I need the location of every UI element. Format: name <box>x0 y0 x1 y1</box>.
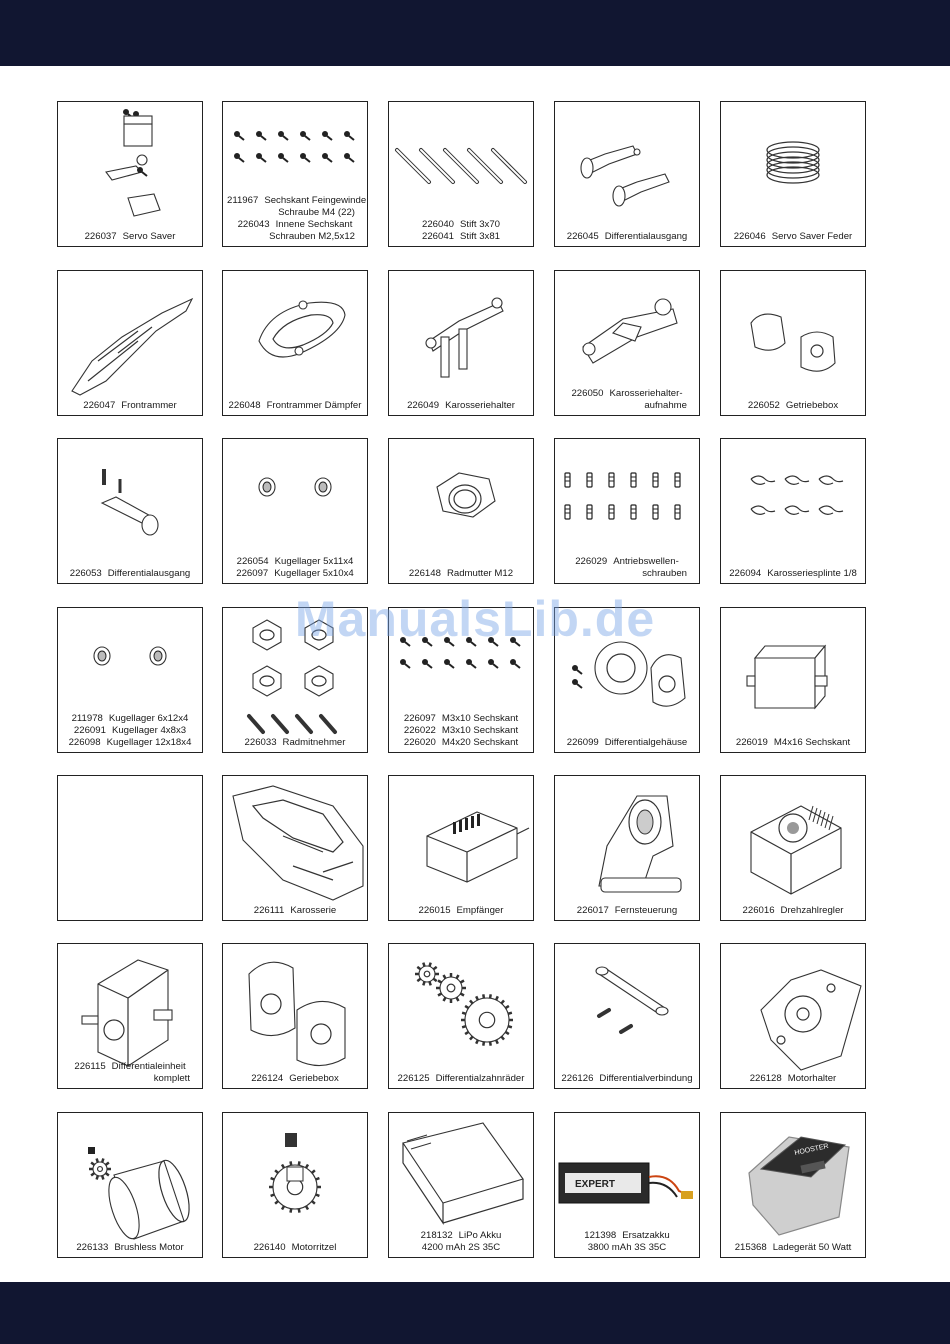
part-caption <box>559 388 695 412</box>
part-number: 121398 <box>584 1230 617 1241</box>
part-number: 226033 <box>244 737 277 748</box>
part-number: 226111 <box>253 905 285 916</box>
part-name: M4x20 Sechskant <box>441 737 519 748</box>
part-caption <box>227 905 363 917</box>
spring-icon <box>721 102 864 245</box>
part-number: 226020 <box>403 737 436 748</box>
part-cell <box>554 607 700 753</box>
part-line <box>62 713 198 725</box>
part-line <box>725 568 861 580</box>
part-name: Motorritzel <box>291 1242 337 1253</box>
part-line <box>227 905 363 917</box>
part-cell <box>57 270 203 416</box>
part-caption <box>559 556 695 580</box>
part-name: Empfänger <box>456 905 504 916</box>
part-line <box>559 737 695 749</box>
part-name: Kugellager 4x8x3 <box>111 725 187 736</box>
transmitter-icon <box>555 776 698 919</box>
part-cell <box>720 943 866 1089</box>
part-caption <box>227 737 363 749</box>
part-name: M3x10 Sechskant <box>441 725 519 736</box>
part-cell <box>57 438 203 584</box>
part-line <box>62 400 198 412</box>
part-number: 226019 <box>735 737 768 748</box>
part-line <box>393 713 529 725</box>
part-line <box>393 1230 529 1242</box>
part-line <box>393 725 529 737</box>
part-number: 226015 <box>418 905 451 916</box>
part-name: Fernsteuerung <box>614 905 678 916</box>
part-line <box>725 905 861 917</box>
part-caption <box>725 231 861 243</box>
part-cell <box>222 607 368 753</box>
part-line <box>559 1073 695 1085</box>
part-line <box>227 1073 363 1085</box>
front-bumper-icon <box>58 271 201 414</box>
part-caption <box>393 400 529 412</box>
part-line <box>393 905 529 917</box>
part-cell <box>720 1112 866 1258</box>
part-line <box>393 1073 529 1085</box>
part-name: Differentialausgang <box>107 568 191 579</box>
part-caption <box>559 905 695 917</box>
part-cell <box>554 270 700 416</box>
part-number: 226050 <box>571 388 604 399</box>
part-name-continued: Schraube M4 (22) <box>278 207 355 218</box>
part-number: 226037 <box>84 231 117 242</box>
wheel-hex-icon <box>223 608 366 751</box>
esc-icon <box>721 776 864 919</box>
part-cell <box>554 943 700 1089</box>
part-name: Sechskant Feingewinde <box>264 195 367 206</box>
part-line <box>559 231 695 243</box>
body-clips-icon <box>721 439 864 582</box>
part-number: 226048 <box>228 400 261 411</box>
part-number: 218132 <box>420 1230 453 1241</box>
part-cell <box>554 101 700 247</box>
part-name-continued: Schrauben M2,5x12 <box>269 231 355 242</box>
part-number: 226097 <box>403 713 436 724</box>
part-caption <box>62 568 198 580</box>
receiver-icon <box>389 776 532 919</box>
part-caption <box>559 1230 695 1254</box>
part-caption <box>227 1073 363 1085</box>
part-line <box>725 400 861 412</box>
part-number: 211967 <box>227 195 259 206</box>
part-cell <box>388 438 534 584</box>
diff-outdrive-icon <box>58 439 201 582</box>
part-line <box>62 1242 198 1254</box>
part-caption <box>62 1061 198 1085</box>
part-number: 226049 <box>407 400 440 411</box>
part-name: Stift 3x70 <box>460 219 500 230</box>
part-caption <box>62 713 198 749</box>
part-number: 226053 <box>69 568 102 579</box>
part-name: Radmitnehmer <box>282 737 346 748</box>
part-spec: 4200 mAh 2S 35C <box>421 1242 501 1253</box>
part-caption <box>227 195 367 243</box>
part-name-continued: schrauben <box>642 568 687 579</box>
part-cell <box>554 438 700 584</box>
part-name: Karosseriehalter- <box>609 388 683 399</box>
part-name: Ladegerät 50 Watt <box>772 1242 852 1253</box>
part-name: Servo Saver Feder <box>771 231 853 242</box>
watermark: ManualsLib.de <box>294 591 656 647</box>
part-line <box>393 400 529 412</box>
part-line <box>393 568 529 580</box>
part-line <box>725 737 861 749</box>
part-number: 226045 <box>566 231 599 242</box>
part-line <box>559 905 695 917</box>
part-number: 226017 <box>576 905 609 916</box>
part-number: 226047 <box>83 400 116 411</box>
part-number: 226125 <box>397 1073 430 1084</box>
part-number: 226097 <box>236 568 269 579</box>
brushless-motor-icon <box>58 1113 201 1256</box>
part-number: 226115 <box>74 1061 106 1072</box>
part-cell <box>222 775 368 921</box>
part-number: 226126 <box>561 1073 594 1084</box>
part-cell <box>388 1112 534 1258</box>
part-caption <box>393 568 529 580</box>
part-name: Brushless Motor <box>114 1242 184 1253</box>
part-name: Karosserie <box>290 905 337 916</box>
part-name: Kugellager 12x18x4 <box>106 737 192 748</box>
part-caption <box>725 400 861 412</box>
part-line <box>227 219 363 231</box>
part-number: 226040 <box>421 219 454 230</box>
part-number: 226052 <box>747 400 780 411</box>
part-number: 226148 <box>408 568 441 579</box>
part-line <box>227 568 363 580</box>
part-line <box>559 388 695 400</box>
part-line <box>62 231 198 243</box>
part-caption <box>227 1242 363 1254</box>
part-cell <box>57 1112 203 1258</box>
part-cell <box>388 607 534 753</box>
part-name: Differentialeinheit <box>111 1061 186 1072</box>
part-cell <box>222 270 368 416</box>
part-caption <box>62 400 198 412</box>
part-number: 226098 <box>68 737 101 748</box>
part-caption <box>227 400 363 412</box>
part-caption <box>393 713 529 749</box>
part-number: 226124 <box>251 1073 284 1084</box>
diff-connector-icon <box>555 944 698 1087</box>
part-name: Differentialverbindung <box>599 1073 693 1084</box>
part-number: 226046 <box>733 231 766 242</box>
part-name: Antriebswellen- <box>613 556 679 567</box>
part-caption <box>725 1073 861 1085</box>
part-caption <box>725 905 861 917</box>
bumper-damper-icon <box>223 271 366 414</box>
part-caption <box>725 568 861 580</box>
part-name: Karosseriehalter <box>445 400 515 411</box>
part-name: Kugellager 5x10x4 <box>274 568 354 579</box>
part-name: LiPo Akku <box>458 1230 502 1241</box>
differential-output-icon <box>555 102 698 245</box>
part-number: 226029 <box>575 556 608 567</box>
part-cell <box>57 607 203 753</box>
part-line <box>559 1230 695 1242</box>
part-line <box>725 231 861 243</box>
servo-saver-icon <box>58 102 201 245</box>
part-name: Differentialgehäuse <box>604 737 688 748</box>
part-number: 215368 <box>734 1242 767 1253</box>
svg-text:HOOSTER: HOOSTER <box>793 1142 830 1157</box>
part-cell <box>222 438 368 584</box>
part-cell <box>388 943 534 1089</box>
motor-plate-icon <box>721 944 864 1087</box>
part-name-continued: aufnahme <box>644 400 687 411</box>
part-name: Innene Sechskant <box>275 219 353 230</box>
part-line <box>393 219 529 231</box>
part-cell <box>57 775 203 921</box>
part-cell <box>554 1112 700 1258</box>
pinion-icon <box>223 1113 366 1256</box>
part-line <box>725 1242 861 1254</box>
part-name: Kugellager 5x11x4 <box>274 556 354 567</box>
part-name: Getriebebox <box>785 400 839 411</box>
part-cell <box>720 775 866 921</box>
footer-band <box>0 1282 950 1344</box>
gearbox-halves-icon <box>223 944 366 1087</box>
part-caption <box>393 1230 529 1254</box>
part-caption <box>393 1073 529 1085</box>
part-cell <box>222 101 368 247</box>
wheel-nut-icon <box>389 439 532 582</box>
part-number: 226140 <box>253 1242 286 1253</box>
part-caption <box>559 1073 695 1085</box>
part-caption <box>62 231 198 243</box>
part-number: 226043 <box>237 219 270 230</box>
part-line <box>227 556 363 568</box>
part-cell <box>388 101 534 247</box>
part-line <box>725 1073 861 1085</box>
servo-icon <box>721 608 864 751</box>
part-cell <box>388 775 534 921</box>
part-name: Radmutter M12 <box>446 568 514 579</box>
part-number: 226128 <box>749 1073 782 1084</box>
part-name: Differentialzahnräder <box>435 1073 525 1084</box>
part-line <box>393 231 529 243</box>
part-cell <box>720 438 866 584</box>
part-cell <box>222 1112 368 1258</box>
part-line <box>62 737 198 749</box>
part-cell <box>720 101 866 247</box>
part-number: 226099 <box>566 737 599 748</box>
part-caption <box>393 905 529 917</box>
diff-housing-icon <box>555 608 698 751</box>
part-name: Frontrammer Dämpfer <box>266 400 362 411</box>
part-line <box>227 400 363 412</box>
part-cell <box>554 775 700 921</box>
part-line <box>227 1242 363 1254</box>
part-name: Differentialausgang <box>604 231 688 242</box>
part-spec: 3800 mAh 3S 35C <box>587 1242 667 1253</box>
part-name: Servo Saver <box>122 231 176 242</box>
part-name: Drehzahlregler <box>780 905 844 916</box>
gearbox-icon <box>721 271 864 414</box>
part-number: 226133 <box>76 1242 109 1253</box>
part-number: 226091 <box>73 725 106 736</box>
part-cell <box>720 270 866 416</box>
part-caption <box>559 231 695 243</box>
part-cell <box>57 943 203 1089</box>
part-line <box>62 568 198 580</box>
part-number: 226054 <box>236 556 269 567</box>
part-name-continued: komplett <box>153 1073 190 1084</box>
part-caption <box>559 737 695 749</box>
part-name: M3x10 Sechskant <box>441 713 519 724</box>
part-line <box>393 737 529 749</box>
part-line <box>62 725 198 737</box>
svg-text:EXPERT: EXPERT <box>575 1179 616 1190</box>
part-number: 226016 <box>742 905 775 916</box>
part-name: Karosseriesplinte 1/8 <box>767 568 857 579</box>
part-line <box>227 195 367 207</box>
part-cell <box>57 101 203 247</box>
part-number: 226022 <box>403 725 436 736</box>
part-name: Frontrammer <box>121 400 177 411</box>
part-name: Motorhalter <box>787 1073 837 1084</box>
part-number: 211978 <box>71 713 103 724</box>
part-name: Kugellager 6x12x4 <box>108 713 189 724</box>
part-name: M4x16 Sechskant <box>773 737 851 748</box>
part-caption <box>227 556 363 580</box>
part-caption <box>62 1242 198 1254</box>
part-name: Geriebebox <box>289 1073 339 1084</box>
diff-gears-icon <box>389 944 532 1087</box>
charger-icon <box>721 1113 864 1256</box>
part-name: Ersatzakku <box>622 1230 670 1241</box>
part-caption <box>725 1242 861 1254</box>
part-caption <box>725 737 861 749</box>
part-number: 226094 <box>729 568 762 579</box>
car-body-icon <box>223 776 366 919</box>
part-cell <box>222 943 368 1089</box>
part-number: 226041 <box>421 231 454 242</box>
part-cell <box>388 270 534 416</box>
body-mount-icon <box>389 271 532 414</box>
part-line <box>62 1061 198 1073</box>
part-caption <box>393 219 529 243</box>
part-cell <box>720 607 866 753</box>
part-line <box>559 556 695 568</box>
part-line <box>227 737 363 749</box>
part-name: Stift 3x81 <box>460 231 500 242</box>
